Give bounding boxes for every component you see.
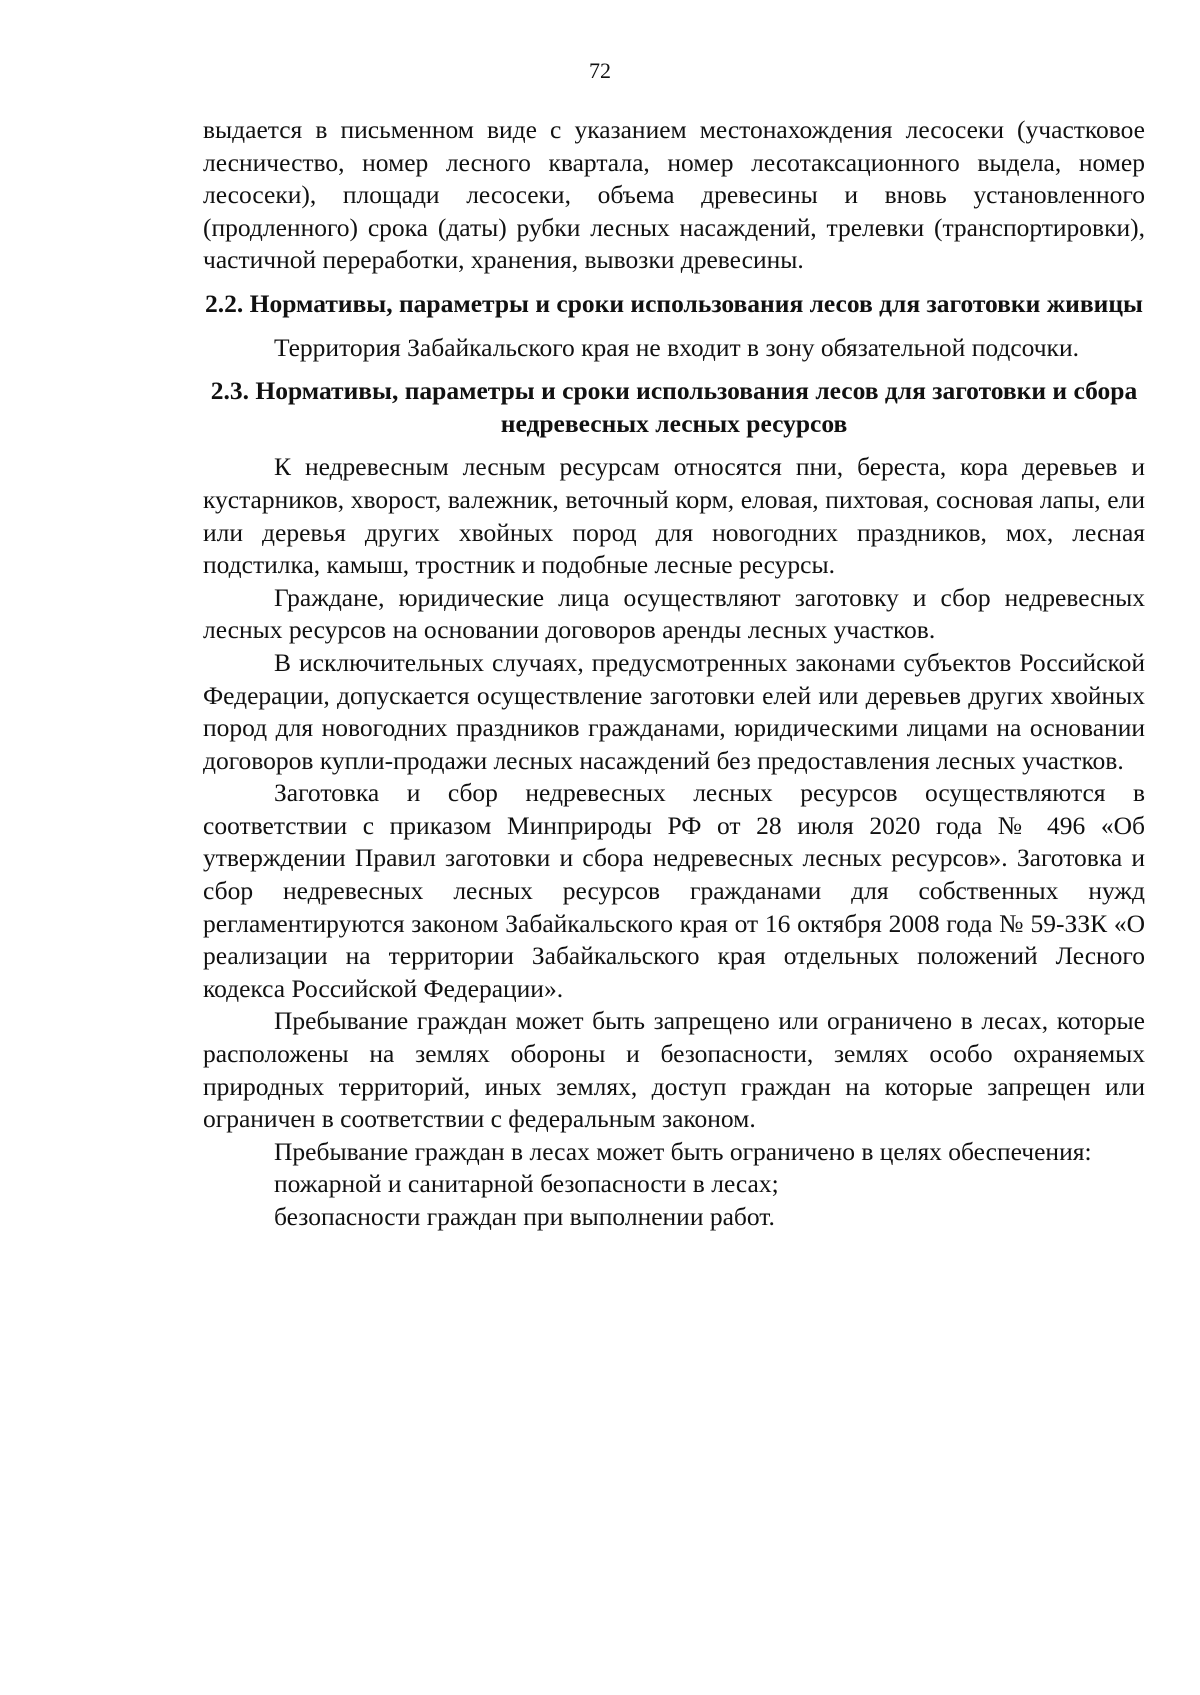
section-heading-2-2: 2.2. Нормативы, параметры и сроки использования лесов для заготовки живицы	[205, 288, 1143, 318]
paragraph-continuation: выдается в письменном виде с указанием местонахождения лесосеки (участковое лесничество, номер лесного квартала, номер лесотаксационного выдела, номер лесосеки), площади лесосеки, объема древесины и вновь установленного (продленного) срока (даты) рубки лесных насаждений, трелевки (транспортировки), частичной переработки, хранения, вывозки древесины.	[203, 115, 1145, 275]
paragraph-citizens-lease: Граждане, юридические лица осуществляют заготовку и сбор недревесных лесных ресурсов на основании договоров аренды лесных участков.	[203, 582, 1145, 645]
paragraph-exceptional-cases: В исключительных случаях, предусмотренных законами субъектов Российской Федерации, допускается осуществление заготовки елей или деревьев других хвойных пород для новогодних праздников гражданами, юридическими лицами на основании договоров купли-продажи лесных насаждений без предоставления лесных участков.	[203, 647, 1145, 775]
paragraph-resin-territory: Территория Забайкальского края не входит в зону обязательной подсочки.	[274, 332, 1079, 362]
paragraph-regulations: Заготовка и сбор недревесных лесных ресурсов осуществляются в соответствии с приказом Минприроды РФ от 28 июля 2020 года № 496 «Об утверждении Правил заготовки и сбора недревесных лесных ресурсов». Заготовка и сбор недревесных лесных ресурсов гражданами для собственных нужд регламентируются законом Забайкальского края от 16 октября 2008 года № 59-ЗЗК «О реализации на территории Забайкальского края отдельных положений Лесного кодекса Российской Федерации».	[203, 778, 1145, 1003]
paragraph-restriction-purposes: Пребывание граждан в лесах может быть ограничено в целях обеспечения:	[274, 1136, 1092, 1166]
list-item-work-safety: безопасности граждан при выполнении работ.	[274, 1202, 775, 1231]
page-number: 72	[589, 58, 611, 83]
list-item-fire-safety: пожарной и санитарной безопасности в лесах;	[274, 1169, 779, 1199]
paragraph-access-restrictions: Пребывание граждан может быть запрещено или ограничено в лесах, которые расположены на землях обороны и безопасности, землях особо охраняемых природных территорий, иных землях, доступ граждан на которые запрещен или ограничен в соответствии с федеральным законом.	[203, 1006, 1145, 1134]
paragraph-non-timber-resources: К недревесным лесным ресурсам относятся пни, береста, кора деревьев и кустарников, хворост, валежник, веточный корм, еловая, пихтовая, сосновая лапы, ели или деревья других хвойных пород для новогодних праздников, мох, лесная подстилка, камыш, тростник и подобные лесные ресурсы.	[203, 452, 1145, 580]
section-heading-2-3: 2.3. Нормативы, параметры и сроки использования лесов для заготовки и сбора недревесных лесных ресурсов	[210, 376, 1138, 438]
document-body	[203, 114, 1145, 1234]
